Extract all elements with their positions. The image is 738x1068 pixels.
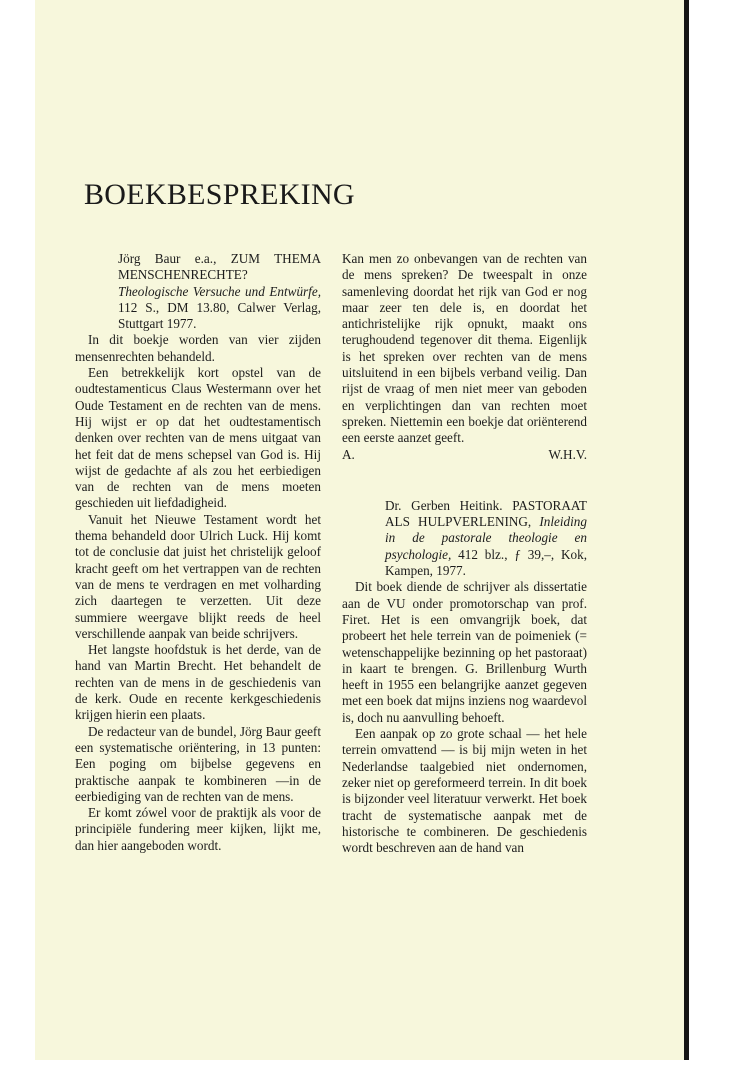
review1-citation	[75, 251, 321, 332]
review1-paragraph-continued: Kan men zo onbevangen van de rechten van de mens spreken? De tweespalt in onze samenleving doordat het rijk van God er nog maar zeer ten dele is, en doordat het antichristelijke rijk opnukt, maakt ons terughoudend tegenover dit thema. Eigenlijk is het spreken over rechten van de mens uitsluitend in een bijbels verband veilig. Dan rijst de vraag of men niet meer van geboden en verplichtingen dan van rechten moet spreken. Niettemin een boekje dat oriënterend een eerste aanzet geeft.	[342, 251, 587, 446]
right-column	[342, 251, 587, 856]
signature-right: W.H.V.	[548, 446, 587, 462]
review1-paragraph: Vanuit het Nieuwe Testament wordt het thema behandeld door Ulrich Luck. Hij komt tot de conclusie dat juist het christelijk geloof kracht geeft om het vertrappen van de rechten van de mens te verdragen en met volharding zich daartegen te verzetten. Uit deze summiere weergave blijkt reeds de heel verschillende aanpak van beide schrijvers.	[75, 511, 321, 641]
page-title: BOEKBESPREKING	[84, 178, 355, 211]
page-edge	[684, 0, 689, 1060]
review1-author: Jörg Baur e.a.,	[118, 251, 217, 266]
review2-subtitle: Inleiding in de pastorale theologie en psychologie,	[385, 514, 587, 562]
left-column	[75, 251, 321, 854]
review1-paragraph: Het langste hoofdstuk is het derde, van de hand van Martin Brecht. Het behandelt de rechten van de mens in de geschiedenis van de kerk. Oude en recente kerkgeschiedenis krijgen hierin een plaats.	[75, 642, 321, 723]
review2-details: 412 blz., ƒ 39,–, Kok, Kampen, 1977.	[385, 546, 588, 579]
review1-paragraph: De redacteur van de bundel, Jörg Baur geeft een systematische oriëntering, in 13 punten: Een poging om bijbelse gegevens en praktische aanpak te kombineren —in de eerbiediging van de rechten van de mens.	[75, 723, 321, 804]
review1-paragraph: Er komt zówel voor de praktijk als voor de principiële fundering meer kijken, lijkt me, dan hier aangeboden wordt.	[75, 805, 321, 853]
signature-left: A.	[342, 446, 355, 462]
review1-title: ZUM THEMA MENSCHENRECHTE?	[118, 251, 322, 283]
review1-details: 112 S., DM 13.80, Calwer Verlag, Stuttgart 1977.	[118, 299, 321, 332]
review2-citation	[342, 498, 587, 579]
review2-title: PASTORAAT ALS HULPVERLENING,	[385, 497, 587, 530]
review2-paragraph: Een aanpak op zo grote schaal — het hele terrein omvattend — is bij mijn weten in het Nederlandse taalgebied niet ondernomen, zeker niet op gereformeerd terrein. In dit boek is bijzonder veel literatuur verwerkt. Het boek tracht de systematische aanpak met de historische te combineren. De geschiedenis wordt beschreven aan de hand van	[342, 726, 587, 856]
review1-paragraph: In dit boekje worden van vier zijden mensenrechten behandeld.	[75, 332, 321, 364]
review1-paragraph: Een betrekkelijk kort opstel van de oudtestamenticus Claus Westermann over het Oude Testament en de rechten van de mens. Hij wijst er op dat het oudtestamentisch denken over rechten van de mens uitgaat van het feit dat de mens schepsel van God is. Hij wijst de gedachte af als zou het eerbiedigen van de rechten van de mens moeten geschieden uit liefdadigheid.	[75, 365, 321, 511]
review2-paragraph: Dit boek diende de schrijver als dissertatie aan de VU onder promotorschap van prof. Firet. Het is een omvangrijk boek, dat probeert het hele terrein van de poimeniek (= wetenschappelijke bezinning op het pastoraat) in kaart te brengen. G. Brillenburg Wurth heeft in 1955 een belangrijke aanzet gegeven met een boek dat mijns inziens nog waardevol is, doch nu aanvulling behoeft.	[342, 579, 587, 725]
review2-author: Dr. Gerben Heitink.	[385, 497, 503, 513]
spacer	[342, 463, 587, 498]
review1-signature	[342, 447, 587, 463]
review1-subtitle: Theologische Versuche und Entwürfe,	[118, 283, 321, 299]
